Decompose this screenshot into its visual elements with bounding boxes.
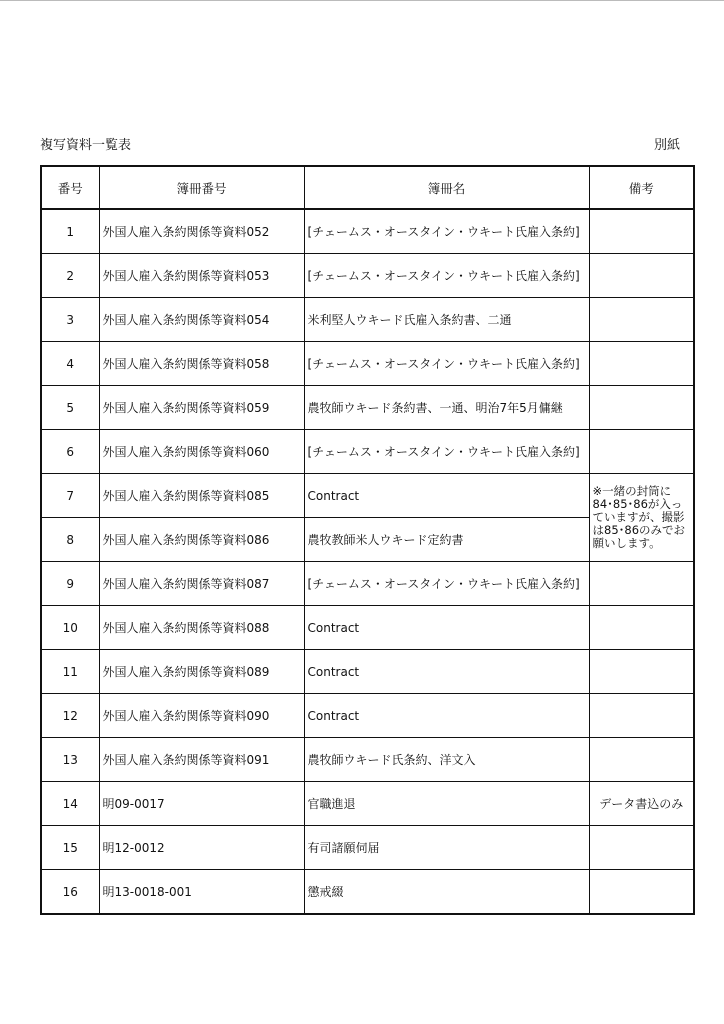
remarks: データ書込のみ: [589, 782, 694, 826]
table-row: [41, 694, 694, 738]
volume-name: 官職進退: [304, 782, 589, 826]
volume-number: 外国人雇入条約関係等資料054: [99, 298, 304, 342]
row-number: 15: [41, 826, 99, 870]
table-row: [41, 254, 694, 298]
table-row: [41, 826, 694, 870]
volume-number: 明12-0012: [99, 826, 304, 870]
table-row: [41, 782, 694, 826]
volume-name: Contract: [304, 694, 589, 738]
row-number: 16: [41, 870, 99, 915]
volume-number: 外国人雇入条約関係等資料091: [99, 738, 304, 782]
volume-number: 外国人雇入条約関係等資料060: [99, 430, 304, 474]
volume-number: 外国人雇入条約関係等資料052: [99, 209, 304, 254]
table-row: [41, 342, 694, 386]
header-number: 番号: [41, 166, 99, 209]
row-number: 14: [41, 782, 99, 826]
remarks: [589, 209, 694, 254]
row-number: 5: [41, 386, 99, 430]
volume-name: Contract: [304, 650, 589, 694]
remarks: [589, 606, 694, 650]
header-remarks: 備考: [589, 166, 694, 209]
volume-name: 農牧師ウキード条約書、一通、明治7年5月傭継: [304, 386, 589, 430]
header-volume-number: 簿冊番号: [99, 166, 304, 209]
volume-number: 外国人雇入条約関係等資料085: [99, 474, 304, 518]
row-number: 4: [41, 342, 99, 386]
table-row: [41, 606, 694, 650]
table-row: [41, 474, 694, 518]
remarks: [589, 738, 694, 782]
row-number: 6: [41, 430, 99, 474]
table-header-row: [41, 166, 694, 209]
row-number: 2: [41, 254, 99, 298]
attachment-label: 別紙: [653, 138, 680, 153]
document-title: 複写資料一覧表: [40, 138, 132, 153]
table-row: [41, 209, 694, 254]
remarks: [589, 342, 694, 386]
remarks: [589, 650, 694, 694]
volume-number: 外国人雇入条約関係等資料088: [99, 606, 304, 650]
volume-name: [チェームス・オースタイン・ウキート氏雇入条約]: [304, 209, 589, 254]
volume-name: 有司諸願伺届: [304, 826, 589, 870]
volume-name: Contract: [304, 606, 589, 650]
volume-number: 外国人雇入条約関係等資料058: [99, 342, 304, 386]
volume-name: 農牧教師米人ウキード定約書: [304, 518, 589, 562]
remarks: ※一緒の封筒に84･85･86が入っていますが、撮影は85･86のみでお願いします。: [589, 474, 694, 562]
volume-name: 農牧師ウキード氏条約、洋文入: [304, 738, 589, 782]
row-number: 3: [41, 298, 99, 342]
table-row: [41, 650, 694, 694]
row-number: 8: [41, 518, 99, 562]
table-row: [41, 430, 694, 474]
copy-materials-table: [40, 165, 695, 915]
volume-name: 米利堅人ウキード氏雇入条約書、二通: [304, 298, 589, 342]
volume-number: 外国人雇入条約関係等資料053: [99, 254, 304, 298]
remarks: [589, 254, 694, 298]
remarks: [589, 430, 694, 474]
remarks: [589, 298, 694, 342]
table-row: [41, 738, 694, 782]
remarks: [589, 694, 694, 738]
row-number: 7: [41, 474, 99, 518]
row-number: 1: [41, 209, 99, 254]
volume-name: Contract: [304, 474, 589, 518]
remarks: [589, 386, 694, 430]
volume-number: 明13-0018-001: [99, 870, 304, 915]
header-volume-name: 簿冊名: [304, 166, 589, 209]
volume-number: 外国人雇入条約関係等資料086: [99, 518, 304, 562]
row-number: 12: [41, 694, 99, 738]
row-number: 10: [41, 606, 99, 650]
table-row: [41, 562, 694, 606]
volume-name: 懲戒綴: [304, 870, 589, 915]
table-row: [41, 870, 694, 915]
volume-number: 外国人雇入条約関係等資料087: [99, 562, 304, 606]
volume-number: 外国人雇入条約関係等資料090: [99, 694, 304, 738]
volume-number: 明09-0017: [99, 782, 304, 826]
table-row: [41, 386, 694, 430]
volume-number: 外国人雇入条約関係等資料089: [99, 650, 304, 694]
volume-number: 外国人雇入条約関係等資料059: [99, 386, 304, 430]
volume-name: [チェームス・オースタイン・ウキート氏雇入条約]: [304, 562, 589, 606]
table-row: [41, 298, 694, 342]
scan-edge: [0, 0, 724, 4]
volume-name: [チェームス・オースタイン・ウキート氏雇入条約]: [304, 342, 589, 386]
volume-name: [チェームス・オースタイン・ウキート氏雇入条約]: [304, 430, 589, 474]
remarks: [589, 562, 694, 606]
row-number: 13: [41, 738, 99, 782]
row-number: 9: [41, 562, 99, 606]
remarks: [589, 870, 694, 915]
volume-name: [チェームス・オースタイン・ウキート氏雇入条約]: [304, 254, 589, 298]
row-number: 11: [41, 650, 99, 694]
remarks: [589, 826, 694, 870]
